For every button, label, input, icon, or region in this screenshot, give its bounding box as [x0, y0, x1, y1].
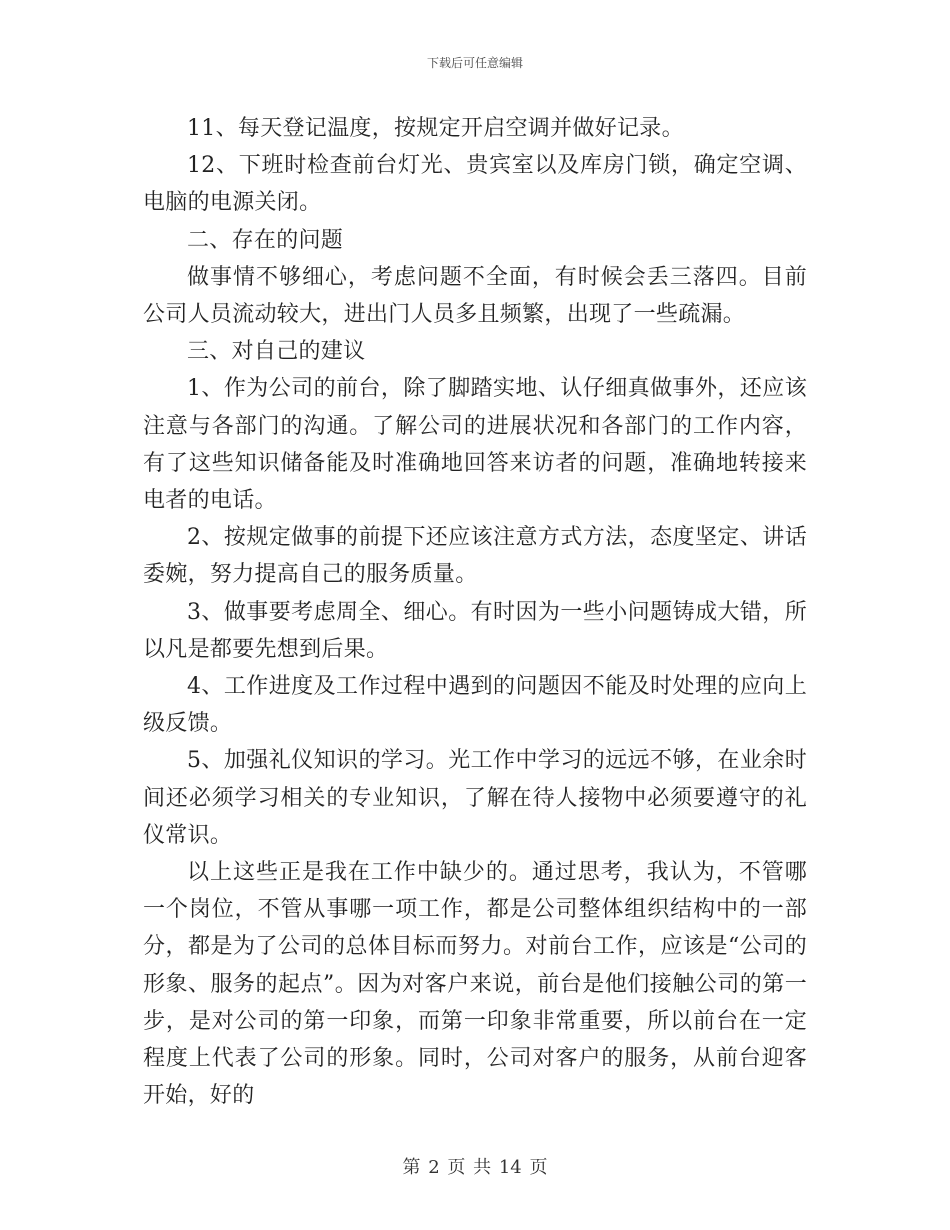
paragraph-suggestion-3: 3、做事要考虑周全、细心。有时因为一些小问题铸成大错，所以凡是都要先想到后果。: [143, 599, 807, 662]
section-heading-problems: 二、存在的问题: [187, 227, 344, 253]
page-number-footer: 第 2 页 共 14 页: [402, 1157, 548, 1178]
paragraph-item-11: 11、每天登记温度，按规定开启空调并做好记录。: [187, 116, 684, 141]
paragraph-suggestion-2: 2、按规定做事的前提下还应该注意方式方法，态度坚定、讲话委婉，努力提高自己的服务质量。: [143, 525, 807, 588]
paragraph-item-12: 12、下班时检查前台灯光、贵宾室以及库房门锁，确定空调、电脑的电源关闭。: [143, 153, 807, 216]
paragraph-problems: 做事情不够细心，考虑问题不全面，有时候会丢三落四。目前公司人员流动较大，进出门人员多且频繁，出现了一些疏漏。: [143, 264, 807, 328]
paragraph-suggestion-4: 4、工作进度及工作过程中遇到的问题因不能及时处理的应向上级反馈。: [143, 674, 807, 737]
section-heading-suggestions: 三、对自己的建议: [187, 339, 366, 365]
paragraph-suggestion-1: 1、作为公司的前台，除了脚踏实地、认仔细真做事外，还应该注意与各部门的沟通。了解公司的进展状况和各部门的工作内容，有了这些知识储备能及时准确地回答来访者的问题，准确地转接来电者的电话。: [143, 376, 807, 514]
page-header-note: 下载后可任意编辑: [426, 56, 523, 70]
paragraph-suggestion-5: 5、加强礼仪知识的学习。光工作中学习的远远不够，在业余时间还必须学习相关的专业知识，了解在待人接物中必须要遵守的礼仪常识。: [143, 748, 807, 848]
document-body: [143, 110, 807, 1114]
paragraph-conclusion: 以上这些正是我在工作中缺少的。通过思考，我认为，不管哪一个岗位，不管从事哪一项工作，都是公司整体组织结构中的一部分，都是为了公司的总体目标而努力。对前台工作，应该是“公司的形象、服务的起点”。因为对客户来说，前台是他们接触公司的第一步，是对公司的第一印象，而第一印象非常重要，所以前台在一定程度上代表了公司的形象。同时，公司对客户的服务，从前台迎客开始，好的: [143, 860, 807, 1109]
